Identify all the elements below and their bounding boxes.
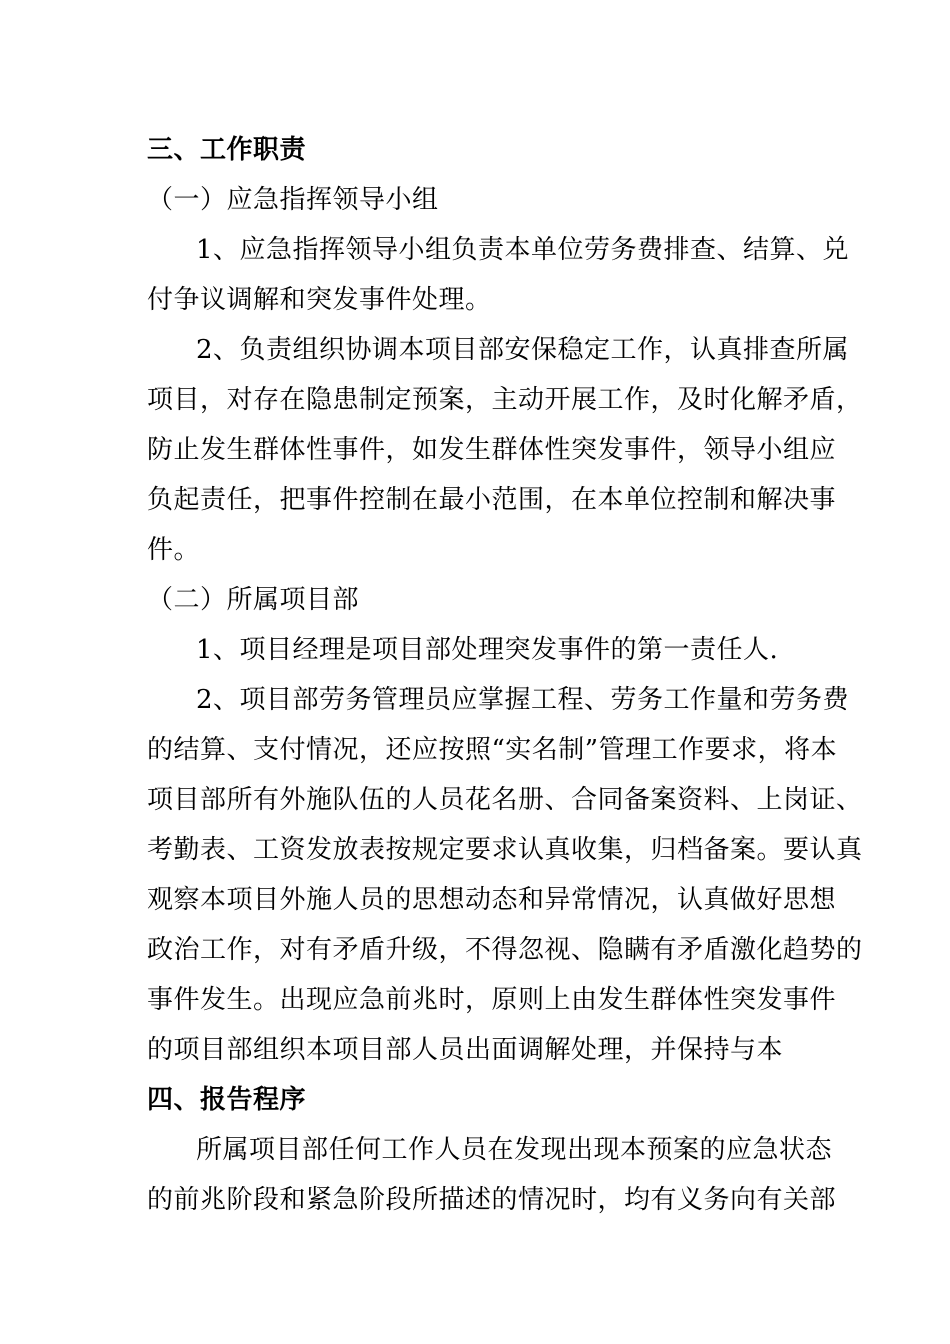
- paragraph-line: 的项目部组织本项目部人员出面调解处理，并保持与本: [147, 1035, 784, 1065]
- paragraph-line: 所属项目部任何工作人员在发现出现本预案的应急状态: [196, 1135, 833, 1165]
- subsection-title-project-dept: （二）所属项目部: [147, 585, 360, 615]
- paragraph-line: 2、负责组织协调本项目部安保稳定工作，认真排查所属: [196, 335, 850, 365]
- paragraph-line: 件。: [147, 535, 201, 565]
- section-heading-duties: 三、工作职责: [147, 135, 307, 165]
- paragraph-line: 观察本项目外施人员的思想动态和异常情况，认真做好思想: [147, 885, 837, 915]
- paragraph-line: 政治工作，对有矛盾升级，不得忽视、隐瞒有矛盾激化趋势的: [147, 935, 863, 965]
- paragraph-line: 负起责任，把事件控制在最小范围，在本单位控制和解决事: [147, 485, 837, 515]
- paragraph-line: 付争议调解和突发事件处理。: [147, 285, 492, 315]
- paragraph-line: 项目部所有外施队伍的人员花名册、合同备案资料、上岗证、: [147, 785, 863, 815]
- paragraph-line: 2、项目部劳务管理员应掌握工程、劳务工作量和劳务费: [196, 685, 850, 715]
- paragraph-line: 项目，对存在隐患制定预案，主动开展工作，及时化解矛盾，: [147, 385, 863, 415]
- paragraph-line: 防止发生群体性事件，如发生群体性突发事件，领导小组应: [147, 435, 837, 465]
- paragraph-line: 考勤表、工资发放表按规定要求认真收集，归档备案。要认真: [147, 835, 863, 865]
- section-heading-reporting: 四、报告程序: [147, 1085, 307, 1115]
- paragraph-line: 事件发生。出现应急前兆时，原则上由发生群体性突发事件: [147, 985, 837, 1015]
- paragraph-line: 1、应急指挥领导小组负责本单位劳务费排查、结算、兑: [196, 235, 850, 265]
- paragraph-line: 1、项目经理是项目部处理突发事件的第一责任人.: [196, 635, 779, 665]
- subsection-title-leadership-group: （一）应急指挥领导小组: [147, 185, 439, 215]
- paragraph-line: 的结算、支付情况，还应按照“实名制”管理工作要求，将本: [147, 735, 838, 765]
- paragraph-line: 的前兆阶段和紧急阶段所描述的情况时，均有义务向有关部: [147, 1185, 837, 1215]
